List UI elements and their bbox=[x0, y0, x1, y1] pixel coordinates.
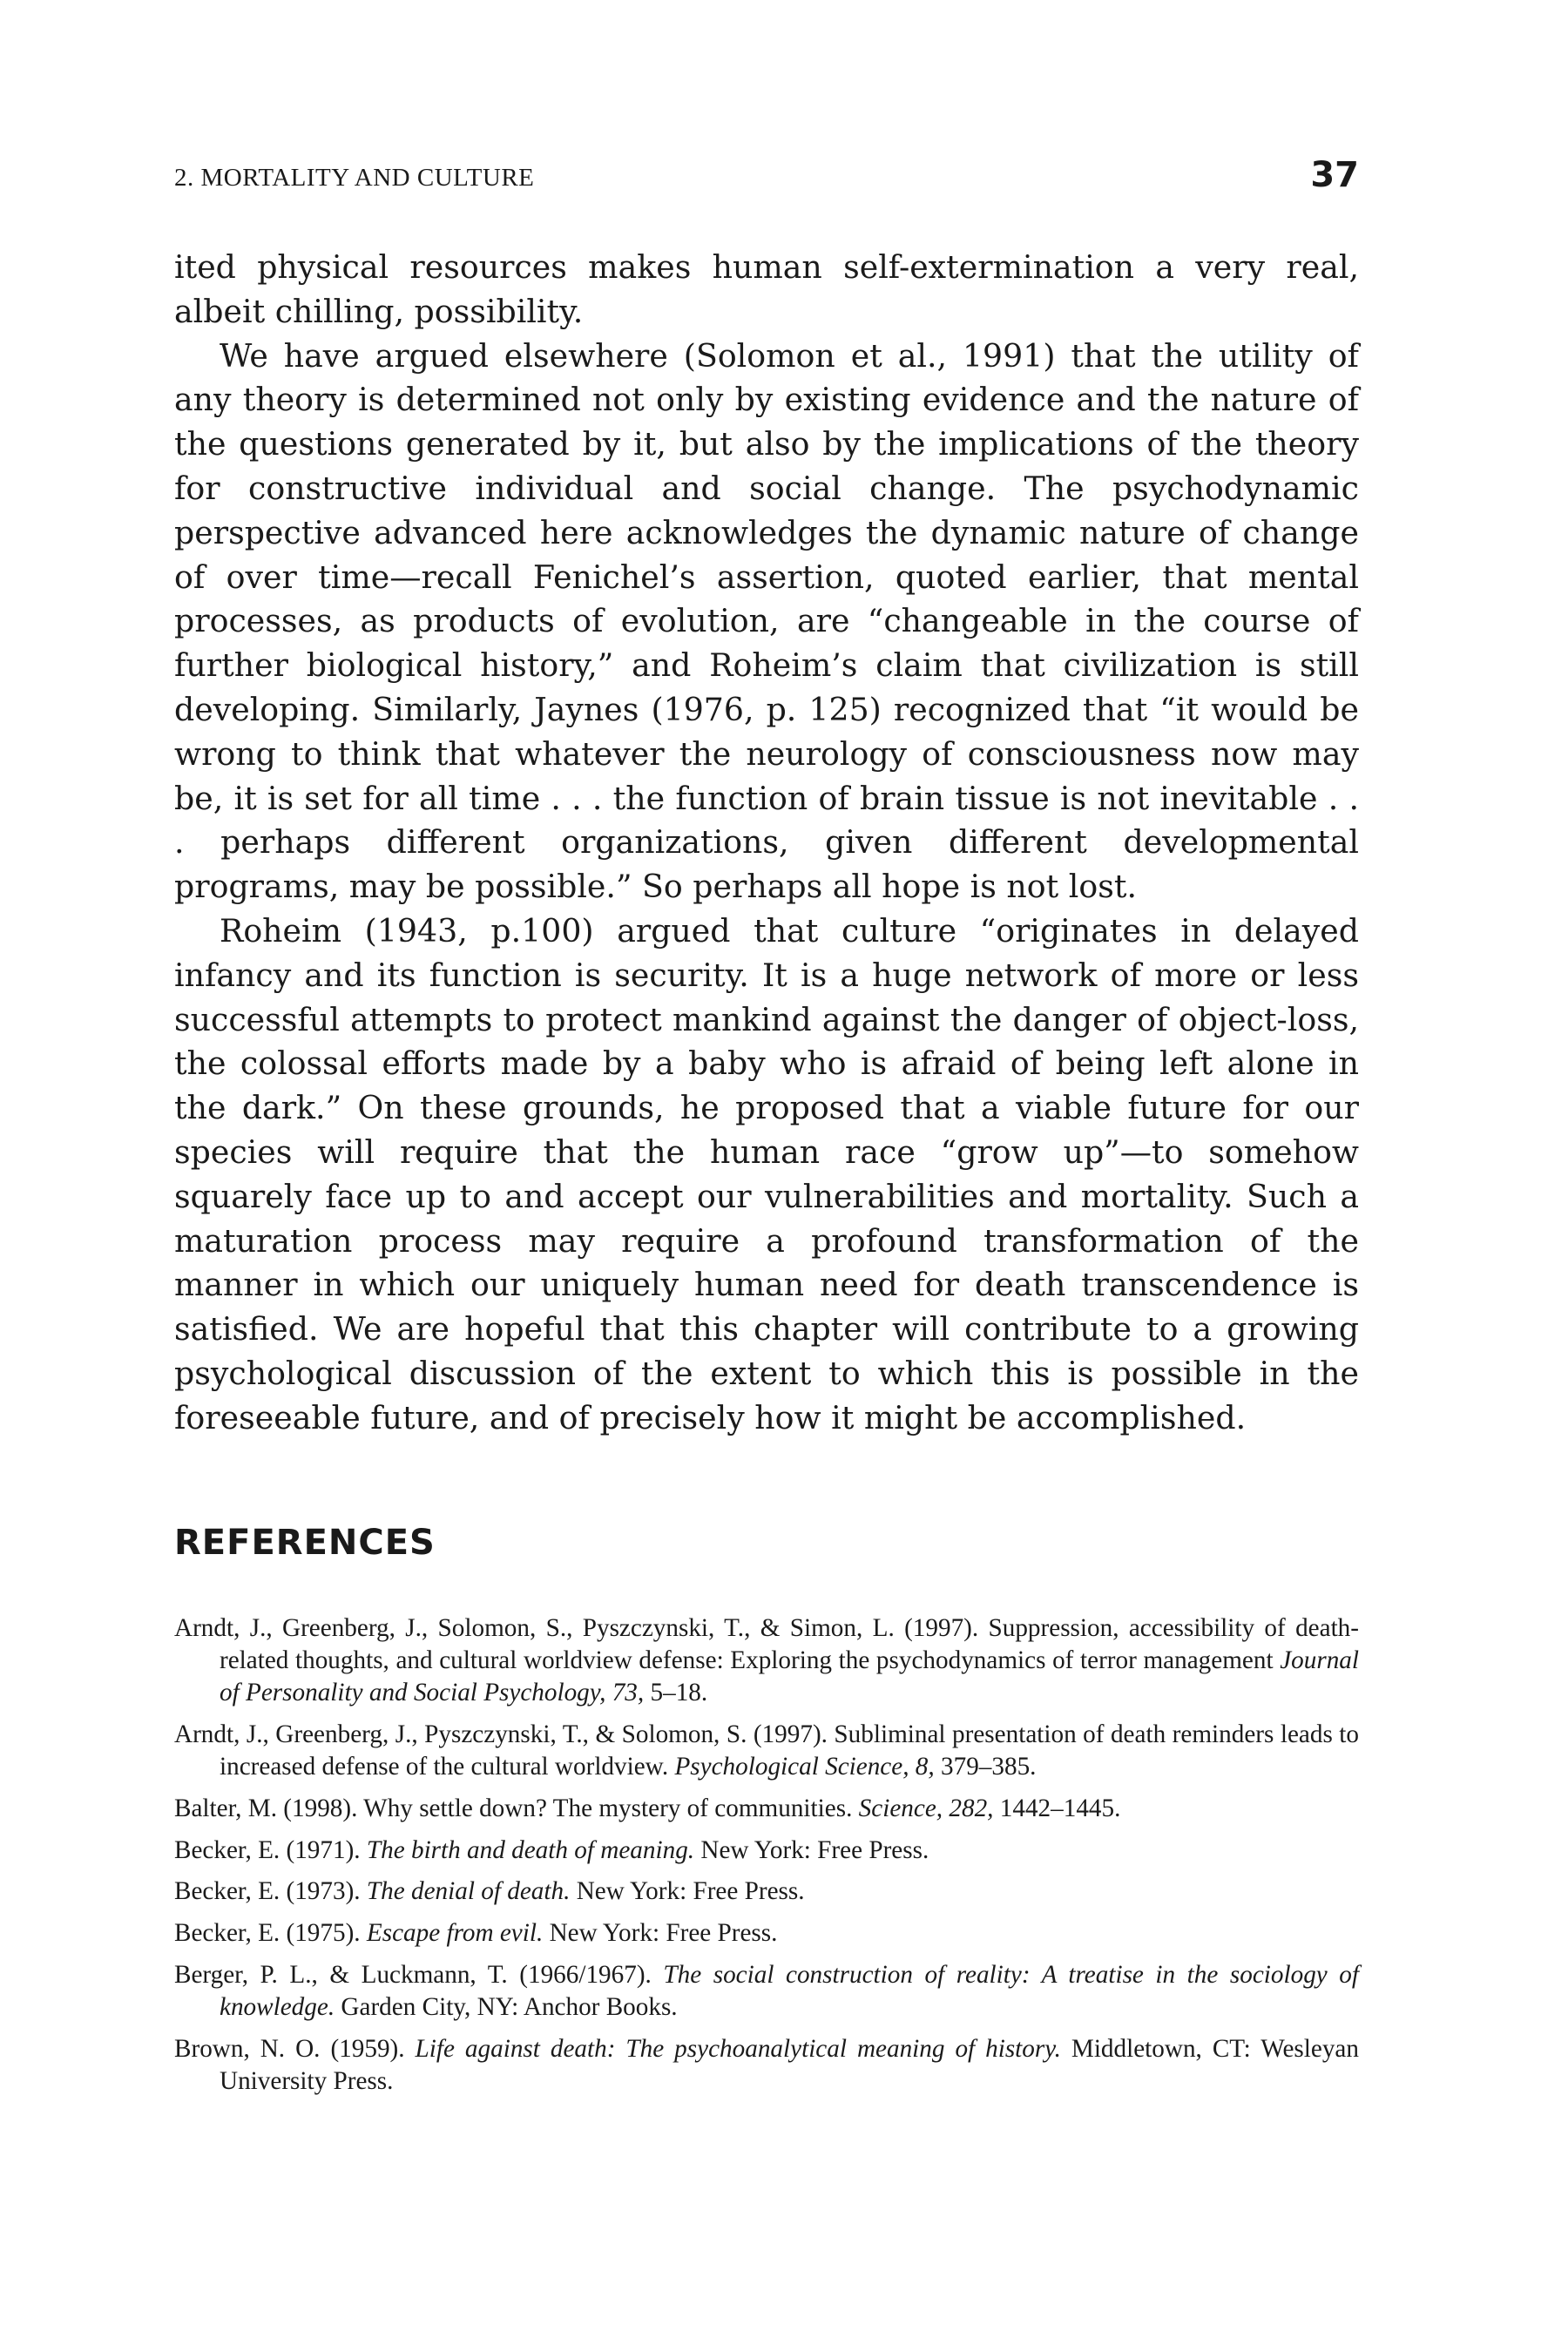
reference-item: Becker, E. (1971). The birth and death of meaning. New York: Free Press. bbox=[174, 1835, 929, 1864]
paragraph-continued: ited physical resources makes human self-extermination a very real, albeit chilling, possibility. bbox=[174, 248, 1359, 330]
reference-item: Becker, E. (1973). The denial of death. New York: Free Press. bbox=[174, 1877, 805, 1906]
chapter-title: 2. MORTALITY AND CULTURE bbox=[174, 164, 535, 192]
reference-item: Brown, N. O. (1959). Life against death: The psychoanalytical meaning of history. Middletown, CT: Wesleyan University Press. bbox=[174, 2034, 1359, 2095]
references-heading: REFERENCES bbox=[174, 1523, 436, 1563]
page-number: 37 bbox=[1310, 155, 1359, 195]
references-list bbox=[174, 1612, 1359, 2107]
body-text bbox=[174, 246, 1359, 1441]
reference-item: Arndt, J., Greenberg, J., Pyszczynski, T., & Solomon, S. (1997). Subliminal presentation of death reminders leads to increased defense of the cultural worldview. Psychological Science, 8, 379–385. bbox=[174, 1720, 1359, 1781]
reference-item: Arndt, J., Greenberg, J., Solomon, S., Pyszczynski, T., & Simon, L. (1997). Suppression, accessibility of death-related thoughts, and cultural worldview defense: Exploring the psychodynamics of terror management Journal of Personality and Social Psychology, 73, 5–18. bbox=[174, 1614, 1359, 1707]
reference-item: Berger, P. L., & Luckmann, T. (1966/1967). The social construction of reality: A treatise in the sociology of knowledge. Garden City, NY: Anchor Books. bbox=[174, 1960, 1359, 2022]
reference-item: Becker, E. (1975). Escape from evil. New York: Free Press. bbox=[174, 1919, 778, 1948]
paragraph: We have argued elsewhere (Solomon et al., 1991) that the utility of any theory is determined not only by existing evidence and the nature of the questions generated by it, but also by the implications of the theory for constructive individual and social change. The psychodynamic perspective advanced here acknowledges the dynamic nature of change of over time—recall Fenichel’s assertion, quoted earlier, that mental processes, as products of evolution, are “changeable in the course of further biological history,” and Roheim’s claim that civilization is still developing. Similarly, Jaynes (1976, p. 125) recognized that “it would be wrong to think that whatever the neurology of consciousness now may be, it is set for all time . . . the function of brain tissue is not inevitable . . . perhaps different organizations, given different developmental programs, may be possible.” So perhaps all hope is not lost. bbox=[174, 336, 1359, 906]
running-head bbox=[174, 155, 1359, 207]
paragraph: Roheim (1943, p.100) argued that culture “originates in delayed infancy and its function is security. It is a huge network of more or less successful attempts to protect mankind against the danger of object-loss, the colossal efforts made by a baby who is afraid of being left alone in the dark.” On these grounds, he proposed that a viable future for our species will require that the human race “grow up”—to somehow squarely face up to and accept our vulnerabilities and mortality. Such a maturation process may require a profound transformation of the manner in which our uniquely human need for death transcendence is satisfied. We are hopeful that this chapter will contribute to a growing psychological discussion of the extent to which this is possible in the foreseeable future, and of precisely how it might be accomplished. bbox=[174, 911, 1359, 1436]
reference-item: Balter, M. (1998). Why settle down? The mystery of communities. Science, 282, 1442–1445. bbox=[174, 1794, 1121, 1823]
book-page bbox=[174, 0, 1359, 2352]
